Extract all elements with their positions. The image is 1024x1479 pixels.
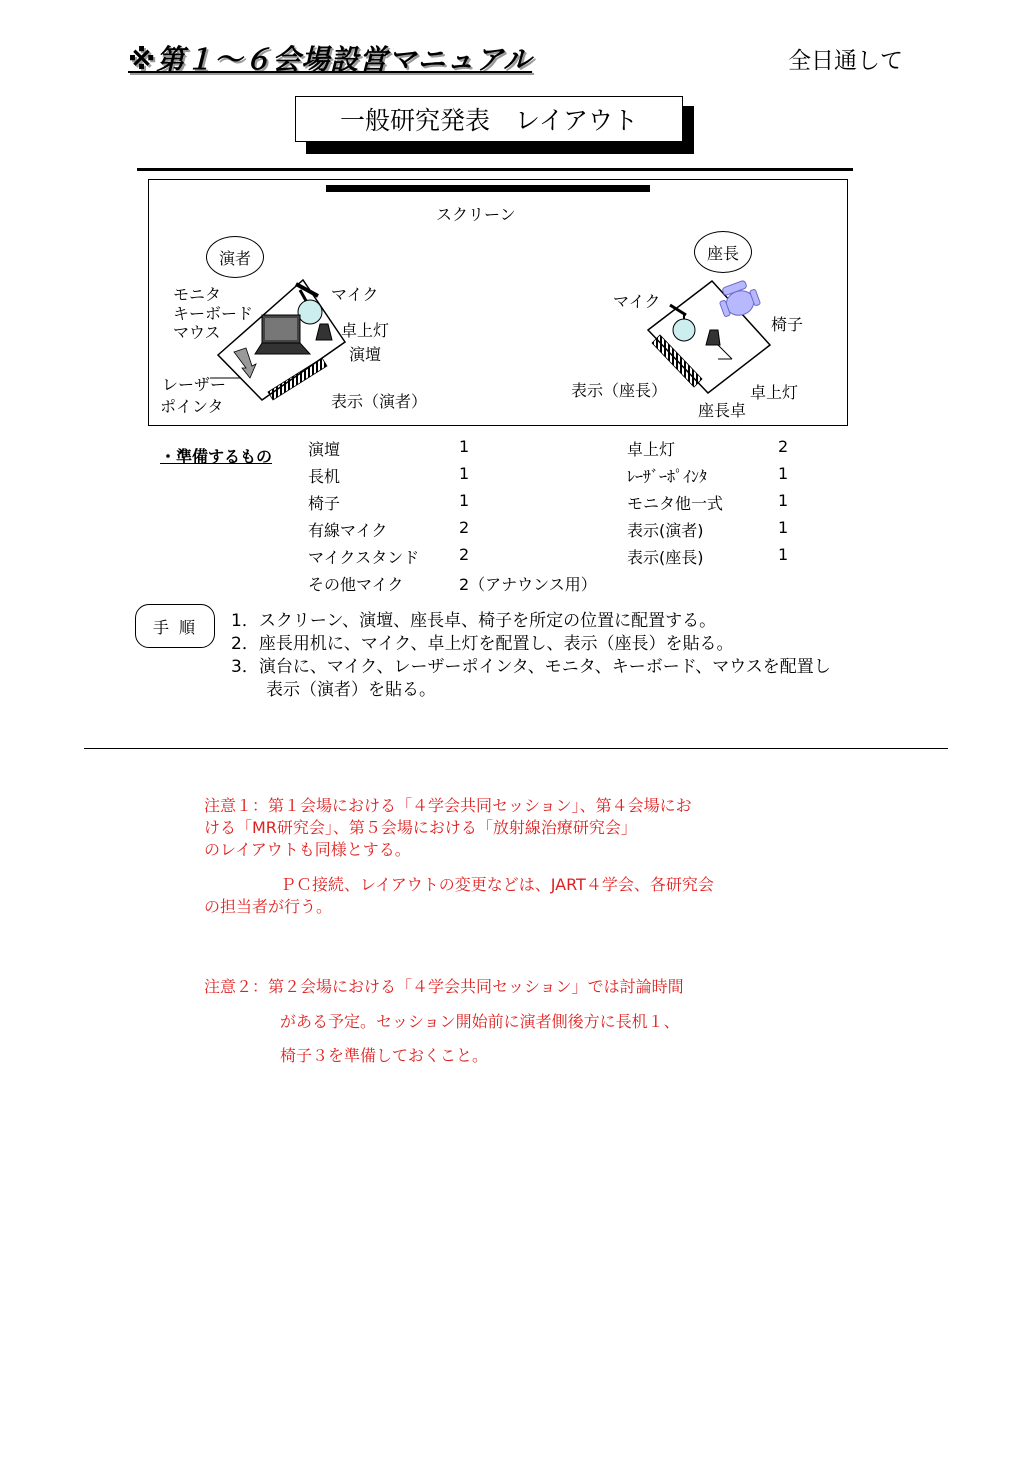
- procedure-step: 2．座長用机に、マイク、卓上灯を配置し、表示（座長）を貼る。: [231, 634, 734, 654]
- note1-line: のレイアウトも同様とする。: [204, 840, 411, 859]
- item-qty: 1: [778, 464, 789, 483]
- note2-line: 注意２：第２会場における「４学会共同セッション」では討論時間: [204, 977, 684, 996]
- item-qty: 2（アナウンス用）: [459, 575, 597, 594]
- layout-title-box: [295, 96, 683, 142]
- chair-label: 座長: [706, 243, 739, 263]
- screen-bar: [326, 185, 650, 192]
- items-heading: ・準備するもの: [160, 447, 273, 466]
- procedure-step-continued: 表示（演者）を貼る。: [266, 680, 436, 700]
- note1-line: 注意１：第１会場における「４学会共同セッション」、第４会場にお: [204, 796, 692, 815]
- sign-presenter-label: 表示（演者）: [331, 392, 428, 411]
- sign-chair-label: 表示（座長）: [571, 381, 668, 400]
- note2-line: がある予定。セッション開始前に演者側後方に長机１、: [280, 1012, 680, 1031]
- item-name: 表示(演者): [627, 521, 704, 540]
- laser-label-1: レーザー: [162, 375, 227, 394]
- lamp-right-label: 卓上灯: [750, 383, 799, 402]
- mic-left-label: マイク: [331, 285, 379, 304]
- presenter-label: 演者: [218, 248, 251, 268]
- layout-title: 一般研究発表 レイアウト: [339, 106, 638, 135]
- item-name: その他マイク: [308, 575, 404, 594]
- item-name: 卓上灯: [627, 440, 676, 459]
- divider-top: [137, 168, 853, 171]
- procedure-badge: [135, 604, 215, 648]
- item-qty: 2: [778, 437, 789, 456]
- keyboard-label: キーボード: [173, 304, 254, 323]
- item-qty: 1: [778, 545, 789, 564]
- item-name: 有線マイク: [308, 521, 388, 540]
- procedure-badge-label: 手順: [152, 617, 205, 637]
- mic-right-label: マイク: [613, 292, 661, 311]
- page-title: ※第１～６会場設営マニュアル: [128, 43, 533, 76]
- schedule-label: 全日通して: [788, 48, 903, 74]
- item-qty: 2: [459, 545, 470, 564]
- item-name: 表示(座長): [627, 548, 704, 567]
- item-name: マイクスタンド: [308, 548, 420, 567]
- laser-label-2: ポインタ: [160, 397, 224, 416]
- mouse-label: マウス: [173, 323, 221, 342]
- item-name: ﾚｰｻﾞｰﾎﾟｲﾝﾀ: [627, 467, 708, 486]
- lamp-left-label: 卓上灯: [341, 321, 390, 340]
- item-qty: 1: [459, 464, 470, 483]
- item-qty: 1: [778, 491, 789, 510]
- monitor-label: モニタ: [173, 285, 222, 304]
- note1b-line: ＰＣ接続、レイアウトの変更などは、JART４学会、各研究会: [280, 875, 714, 894]
- chair-circle: [694, 231, 752, 273]
- item-name: 長机: [308, 467, 341, 486]
- item-qty: 2: [459, 518, 470, 537]
- item-name: モニタ他一式: [627, 494, 724, 513]
- item-name: 椅子: [308, 494, 341, 513]
- divider-bottom: [84, 748, 948, 749]
- note2-line: 椅子３を準備しておくこと。: [280, 1046, 489, 1065]
- item-qty: 1: [459, 491, 470, 510]
- item-name: 演壇: [308, 440, 341, 459]
- procedure-step: 3．演台に、マイク、レーザーポインタ、モニタ、キーボード、マウスを配置し: [231, 657, 831, 677]
- chair-desk-label: 座長卓: [698, 401, 747, 420]
- item-qty: 1: [459, 437, 470, 456]
- item-qty: 1: [778, 518, 789, 537]
- podium-label: 演壇: [349, 345, 382, 364]
- note1-line: ける「MR研究会」、第５会場における「放射線治療研究会」: [204, 818, 637, 837]
- note1b-line: の担当者が行う。: [204, 897, 333, 916]
- chair-seat-label: 椅子: [771, 315, 804, 334]
- procedure-step: 1．スクリーン、演壇、座長卓、椅子を所定の位置に配置する。: [231, 611, 717, 631]
- screen-label: スクリーン: [436, 205, 516, 224]
